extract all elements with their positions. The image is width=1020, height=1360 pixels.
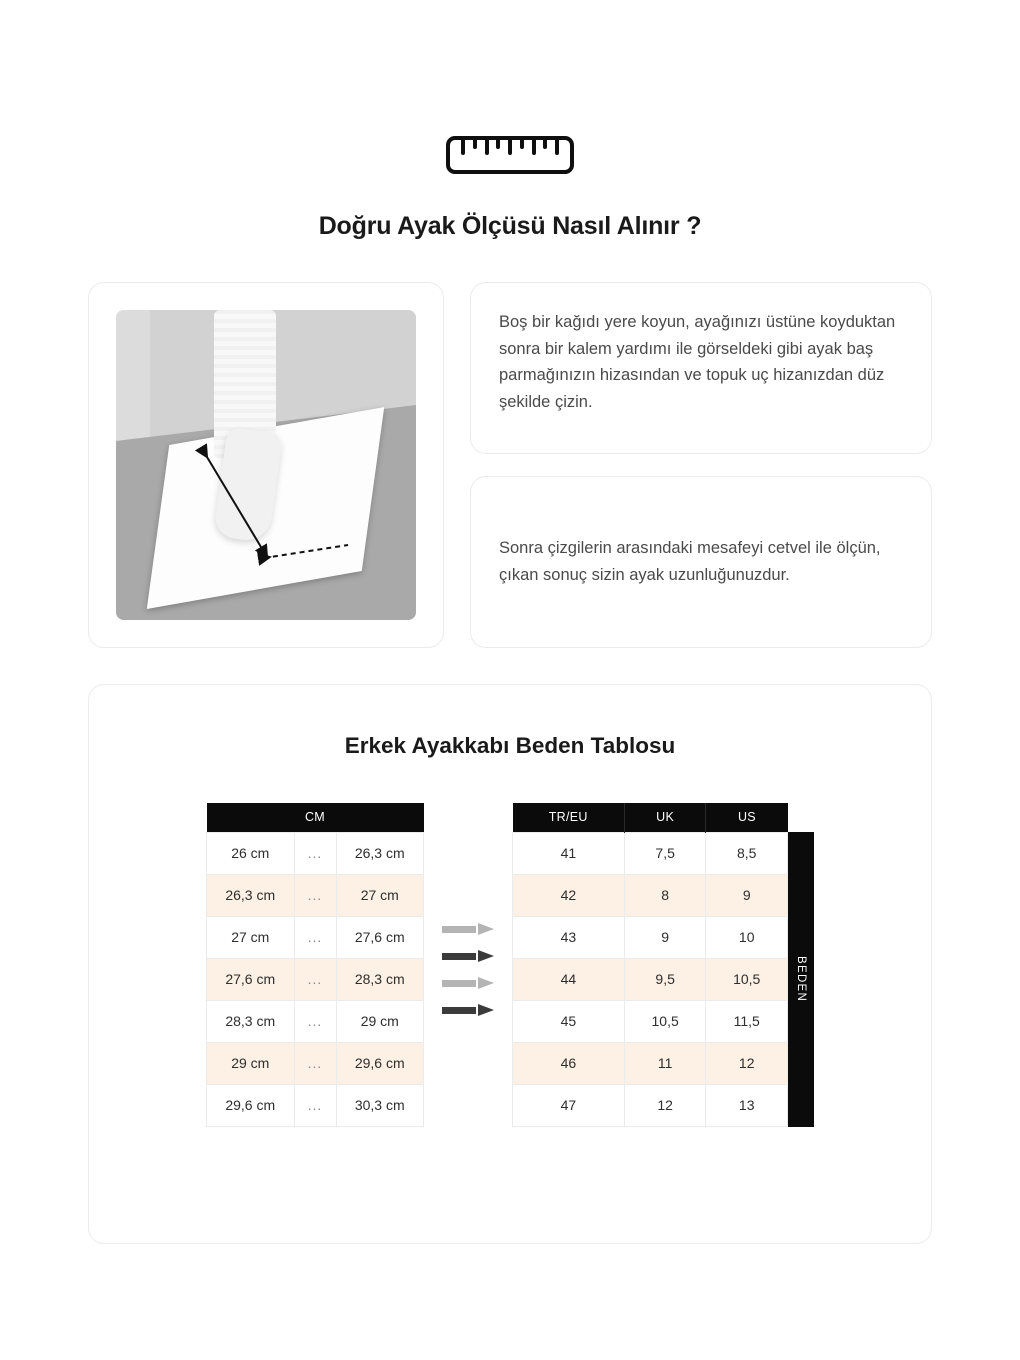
cm-to: 27,6 cm — [336, 916, 424, 958]
cm-from: 27 cm — [207, 916, 295, 958]
ruler-tick — [461, 140, 465, 155]
arrow-right-icon — [442, 923, 494, 936]
table-row — [513, 832, 788, 874]
cm-dots: ... — [294, 1000, 336, 1042]
ruler-tick — [532, 140, 536, 155]
size-uk: 7,5 — [624, 832, 706, 874]
size-col-header-us: US — [706, 803, 788, 832]
cm-table-header-row — [207, 803, 424, 832]
size-us: 9 — [706, 874, 788, 916]
cm-dots: ... — [294, 1042, 336, 1084]
instruction-text-2: Sonra çizgilerin arasındaki mesafeyi cetvel ile ölçün, çıkan sonuç sizin ayak uzunluğunuzdur. — [499, 539, 881, 584]
size-us: 10 — [706, 916, 788, 958]
page-title: Doğru Ayak Ölçüsü Nasıl Alınır ? — [318, 212, 702, 240]
size-table — [512, 803, 788, 1127]
table-row — [207, 1084, 424, 1126]
cm-to: 29,6 cm — [336, 1042, 424, 1084]
size-tables-row — [89, 803, 931, 1127]
cm-from: 26,3 cm — [207, 874, 295, 916]
instruction-text-1: Boş bir kağıdı yere koyun, ayağınızı üstüne koyduktan sonra bir kalem yardımı ile görseldeki gibi ayak baş parmağınızın hizasından ve topuk uç hizanızdan düz şekilde çizin. — [499, 313, 896, 412]
cm-to: 29 cm — [336, 1000, 424, 1042]
ruler-tick — [496, 140, 500, 149]
table-row — [207, 832, 424, 874]
cm-table — [206, 803, 424, 1127]
beden-side-label — [788, 832, 814, 1127]
cm-to: 30,3 cm — [336, 1084, 424, 1126]
ruler-icon-wrap — [0, 0, 1020, 174]
photo-card — [88, 282, 444, 648]
size-uk: 12 — [624, 1084, 706, 1126]
cm-to: 26,3 cm — [336, 832, 424, 874]
size-treu: 42 — [513, 874, 625, 916]
conversion-arrows — [424, 803, 512, 1017]
size-table-header-row — [513, 803, 788, 832]
table-row — [513, 958, 788, 1000]
size-uk: 8 — [624, 874, 706, 916]
ruler-tick — [555, 140, 559, 155]
table-row — [513, 1000, 788, 1042]
ruler-tick — [485, 140, 489, 155]
size-us: 13 — [706, 1084, 788, 1126]
size-treu: 46 — [513, 1042, 625, 1084]
table-row — [207, 916, 424, 958]
foot-measure-photo — [116, 310, 416, 620]
table-row — [513, 1042, 788, 1084]
size-table-wrap — [512, 803, 814, 1127]
instruction-text-column — [470, 282, 932, 648]
size-col-header-uk: UK — [624, 803, 706, 832]
size-treu: 43 — [513, 916, 625, 958]
beden-side-label-text: BEDEN — [795, 956, 807, 1003]
cm-table-header: CM — [207, 803, 424, 832]
size-us: 11,5 — [706, 1000, 788, 1042]
ruler-icon — [446, 136, 574, 174]
cm-from: 26 cm — [207, 832, 295, 874]
size-table-title: Erkek Ayakkabı Beden Tablosu — [344, 733, 676, 758]
size-treu: 44 — [513, 958, 625, 1000]
instruction-card-1 — [470, 282, 932, 454]
size-uk: 9,5 — [624, 958, 706, 1000]
arrow-right-icon — [442, 950, 494, 963]
size-us: 10,5 — [706, 958, 788, 1000]
cm-from: 29 cm — [207, 1042, 295, 1084]
table-row — [513, 1084, 788, 1126]
cm-to: 27 cm — [336, 874, 424, 916]
ruler-tick — [520, 140, 524, 149]
size-col-header-treu: TR/EU — [513, 803, 625, 832]
size-us: 12 — [706, 1042, 788, 1084]
size-table-card — [88, 684, 932, 1244]
size-treu: 45 — [513, 1000, 625, 1042]
cm-from: 27,6 cm — [207, 958, 295, 1000]
arrow-right-icon — [442, 977, 494, 990]
ruler-tick — [508, 140, 512, 155]
table-row — [207, 1042, 424, 1084]
cm-dots: ... — [294, 1084, 336, 1126]
ruler-tick — [473, 140, 477, 149]
ruler-tick — [543, 140, 547, 149]
table-row — [207, 958, 424, 1000]
cm-from: 28,3 cm — [207, 1000, 295, 1042]
instructions-section — [0, 241, 1020, 648]
cm-dots: ... — [294, 832, 336, 874]
cm-from: 29,6 cm — [207, 1084, 295, 1126]
size-treu: 41 — [513, 832, 625, 874]
instruction-card-2 — [470, 476, 932, 648]
cm-dots: ... — [294, 958, 336, 1000]
table-row — [513, 874, 788, 916]
cm-dots: ... — [294, 916, 336, 958]
table-row — [207, 874, 424, 916]
size-us: 8,5 — [706, 832, 788, 874]
size-uk: 11 — [624, 1042, 706, 1084]
size-treu: 47 — [513, 1084, 625, 1126]
size-uk: 10,5 — [624, 1000, 706, 1042]
table-row — [513, 916, 788, 958]
table-row — [207, 1000, 424, 1042]
cm-to: 28,3 cm — [336, 958, 424, 1000]
size-uk: 9 — [624, 916, 706, 958]
measure-arrow-icon — [116, 310, 416, 620]
arrow-right-icon — [442, 1004, 494, 1017]
cm-dots: ... — [294, 874, 336, 916]
